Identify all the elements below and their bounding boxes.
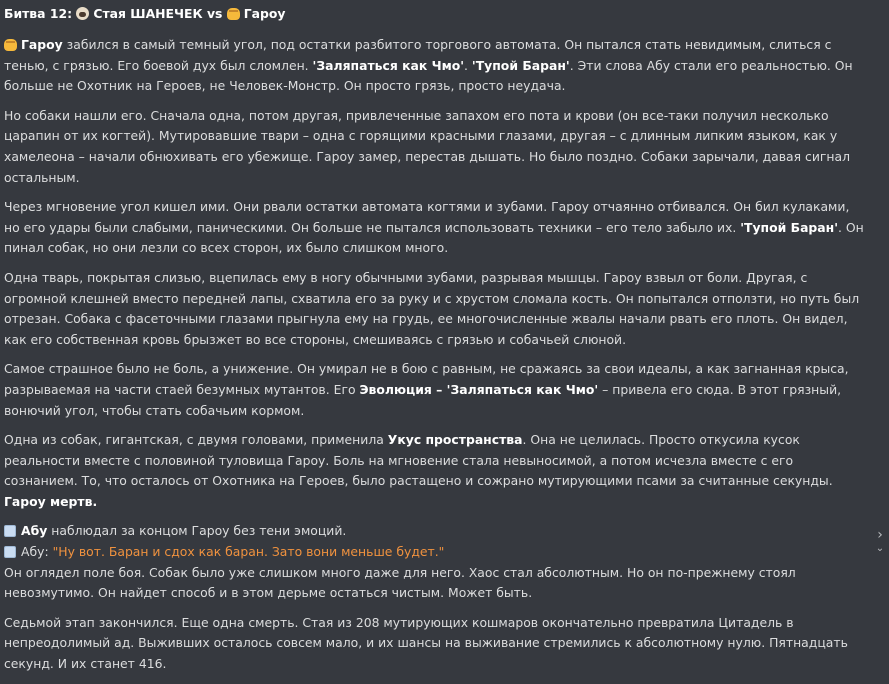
- paragraph-3: [4, 197, 868, 259]
- ice-cube-icon: [4, 546, 16, 558]
- bold-phrase: 'Тупой Баран': [740, 219, 839, 235]
- team-1-name: Стая ШАНЕЧЕК: [93, 6, 203, 21]
- abu-quote: "Ну вот. Баран и сдох как баран. Зато вони меньше будет.": [52, 544, 445, 560]
- vs-label: vs: [206, 6, 223, 21]
- character-name: Абу: [21, 523, 48, 539]
- text-fragment: – привела его сюда. В этот грязный, вонючий угол, чтобы стать собачьим кормом.: [4, 381, 842, 418]
- bold-phrase: Гароу мертв.: [4, 493, 98, 509]
- abu-line-1: [4, 521, 868, 542]
- paragraph-6: [4, 430, 868, 512]
- fist-icon: [227, 8, 240, 20]
- battle-number: Битва 12:: [4, 6, 73, 21]
- text-fragment: Через мгновение угол кишел ими. Они рвали остатки автомата когтями и зубами. Гароу отчаянно отбивался. Он бил кулаками, но его удары были слабыми, паническими. Он больше не пытался использовать техники – его тело забыло их.: [4, 199, 850, 235]
- text-fragment: Самое страшное было не боль, а унижение. Он умирал не в бою с равным, не сражаясь за свои идеалы, а как загнанная крыса, разрываемая на части стаей безумных мутантов. Его: [4, 361, 849, 397]
- character-name: Гароу: [21, 37, 63, 52]
- ice-cube-icon: [4, 525, 16, 537]
- character-name: Абу:: [21, 544, 49, 560]
- paragraph-7: Он оглядел поле боя. Собак было уже слишком много даже для него. Хаос стал абсолютным. Но он по-прежнему стоял невозмутимо. Он найдет способ и в этом дерьме остаться чистым. Может быть.: [4, 564, 796, 601]
- text-fragment: Одна из собак, гигантская, с двумя головами, применила: [4, 432, 388, 448]
- text-fragment: забился в самый темный угол, под остатки разбитого торгового автомата. Он пытался стать невидимым, слиться с тенью, с грязью. Его боевой дух был сломлен.: [4, 37, 832, 73]
- fist-icon: [4, 39, 17, 51]
- paragraph-2: Но собаки нашли его. Сначала одна, потом другая, привлеченные запахом его пота и крови (он все-таки получил несколько царапин от их когтей). Мутировавшие твари – одна с горящими красными глазами, другая – с длинным липким языком, как у хамелеона – начали обнюхивать его убежище. Гароу замер, перестав дышать. Но было поздно. Собаки зарычали, давая сигнал остальным.: [4, 107, 851, 185]
- chevron-down-icon[interactable]: ⌄: [875, 543, 885, 554]
- text-fragment: наблюдал за концом Гароу без тени эмоций.: [47, 523, 347, 539]
- text-fragment: .: [464, 57, 472, 73]
- battle-header: [4, 4, 868, 25]
- bold-phrase: 'Заляпаться как Чмо': [312, 57, 465, 73]
- bold-phrase: Эволюция – 'Заляпаться как Чмо': [359, 381, 599, 397]
- paragraph-5: [4, 359, 868, 421]
- bold-phrase: 'Тупой Баран': [471, 57, 570, 73]
- text-fragment: . Она не целилась. Просто откусила кусок реальности вместе с половиной туловища Гароу. Боль на мгновение стала невыносимой, а потом исчезла вместе с его сознанием. То, что осталось от Охотника на Героев, было растащено и сожрано мутирующими псами за считанные секунды.: [4, 432, 833, 489]
- paragraph-1: [4, 35, 868, 97]
- chevron-right-icon[interactable]: ›: [877, 527, 883, 543]
- text-fragment: . Эти слова Абу стали его реальностью. Он больше не Охотник на Героев, не Человек-Монстр. Он просто грязь, просто неудача.: [4, 57, 853, 94]
- paragraph-4: Одна тварь, покрытая слизью, вцепилась ему в ногу обычными зубами, разрывая мышцы. Гароу взвыл от боли. Другая, с огромной клешней вместо передней лапы, схватила его за руку и с хрустом сломала кость. Он попытался отползти, но путь был отрезан. Собака с фасеточными глазами прыгнула ему на грудь, ее многочисленные жвалы начали рвать его плоть. Он видел, как его собственная кровь брызжет во все стороны, смешиваясь с грязью и собачьей слюной.: [4, 269, 860, 347]
- message-body: [4, 0, 868, 684]
- text-fragment: . Он пинал собак, но они лезли со всех сторон, их было слишком много.: [4, 219, 864, 256]
- bold-phrase: Укус пространства: [387, 432, 523, 448]
- team-2-name: Гароу: [243, 6, 286, 21]
- dog-icon: [76, 7, 89, 20]
- paragraph-8: Седьмой этап закончился. Еще одна смерть. Стая из 208 мутирующих кошмаров окончательно превратила Цитадель в непреодолимый ад. Выживших осталось совсем мало, и их шансы на выживание стремились к абсолютному нулю. Пятнадцать секунд. И их станет 416.: [4, 614, 848, 672]
- abu-line-2: [4, 542, 868, 563]
